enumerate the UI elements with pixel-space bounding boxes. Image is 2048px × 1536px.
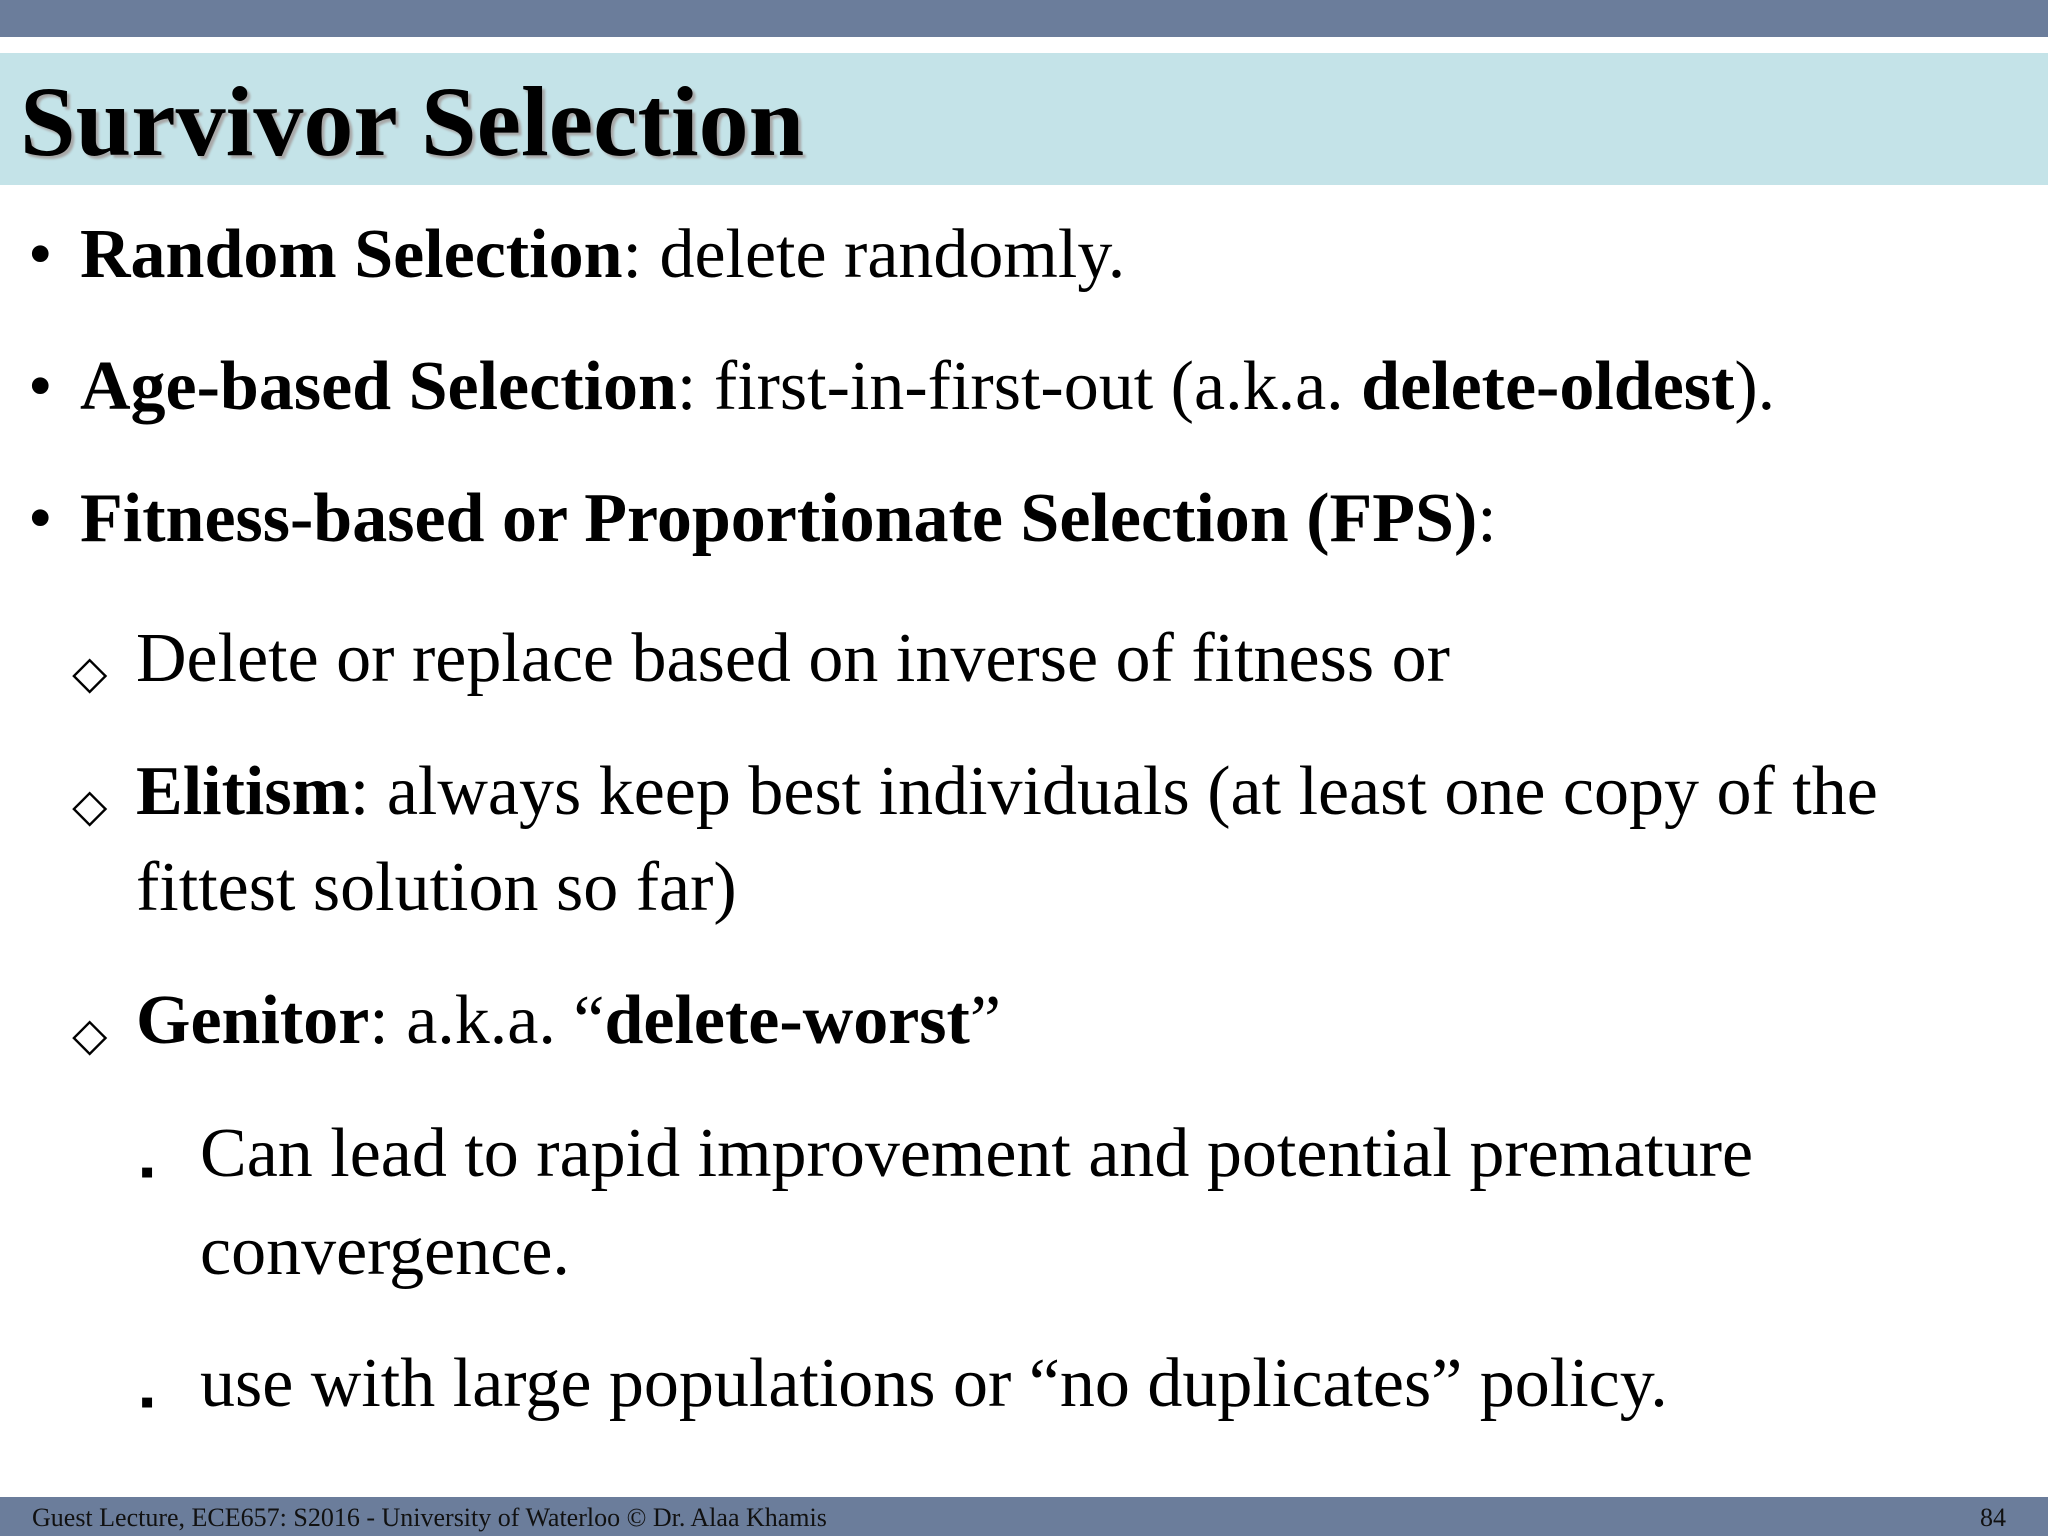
bullet-description-end: ). [1734, 348, 1776, 425]
sub-sub-bullet-rapid-improvement-continued [0, 1212, 2048, 1292]
footer-text: Guest Lecture, ECE657: S2016 - University of Waterloo © Dr. Alaa Khamis [32, 1503, 827, 1532]
bullet-age-based-selection [0, 347, 2048, 427]
bullet-description: : delete randomly. [622, 216, 1126, 293]
sub-sub-bullet-text: use with large populations or “no duplicates” policy. [200, 1345, 1668, 1422]
sub-bullet-description: : a.k.a. “ [369, 982, 605, 1059]
bullet-marker: • [28, 348, 53, 425]
sub-bullet-description-end: ” [969, 982, 1001, 1059]
top-gap [0, 37, 2048, 53]
bullet-random-selection [0, 215, 2048, 295]
bullet-bold-term: Fitness-based or Proportionate Selection (FPS) [80, 480, 1478, 557]
sub-bullet-bold-term: Genitor [136, 982, 370, 1059]
diamond-bullet-icon: ◇ [72, 1009, 108, 1060]
bullet-description: : [1477, 480, 1497, 557]
sub-bullet-text [136, 981, 1001, 1061]
bullet-marker: • [28, 480, 53, 557]
slide-title: Survivor Selection [20, 66, 805, 177]
square-bullet-icon: ▪ [140, 1379, 155, 1424]
sub-bullet-description: : always keep best individuals (at least one copy of the [349, 753, 1878, 830]
sub-bullet-bold-term: Elitism [136, 753, 350, 830]
sub-bullet-delete-replace [0, 619, 2048, 699]
sub-bullet-continuation: fittest solution so far) [136, 849, 737, 926]
diamond-bullet-icon: ◇ [72, 780, 108, 831]
sub-sub-bullet-large-populations [0, 1344, 2048, 1424]
sub-bullet-elitism-continued [0, 848, 2048, 928]
sub-sub-bullet-rapid-improvement [0, 1114, 2048, 1194]
page-number: 84 [1980, 1503, 2006, 1532]
bullet-bold-term: Age-based Selection [80, 348, 677, 425]
sub-bullet-genitor [0, 981, 2048, 1061]
bullet-text [80, 479, 1497, 559]
bullet-text [80, 215, 1125, 295]
sub-bullet-text: Delete or replace based on inverse of fitness or [136, 620, 1450, 697]
sub-sub-bullet-text: Can lead to rapid improvement and potential premature [200, 1115, 1754, 1192]
bullet-marker: • [28, 216, 53, 293]
sub-bullet-elitism [0, 752, 2048, 832]
square-bullet-icon: ▪ [140, 1149, 155, 1194]
bullet-fitness-based-selection [0, 479, 2048, 559]
bullet-bold-term: Random Selection [80, 216, 623, 293]
bullet-text [80, 347, 1775, 427]
bullet-bold-term-2: delete-oldest [1361, 348, 1735, 425]
diamond-bullet-icon: ◇ [72, 647, 108, 698]
sub-bullet-text [136, 752, 1878, 832]
sub-sub-bullet-continuation: convergence. [200, 1213, 570, 1290]
top-bar [0, 0, 2048, 37]
bullet-description: : first-in-first-out (a.k.a. [676, 348, 1362, 425]
sub-bullet-bold-term-2: delete-worst [604, 982, 970, 1059]
